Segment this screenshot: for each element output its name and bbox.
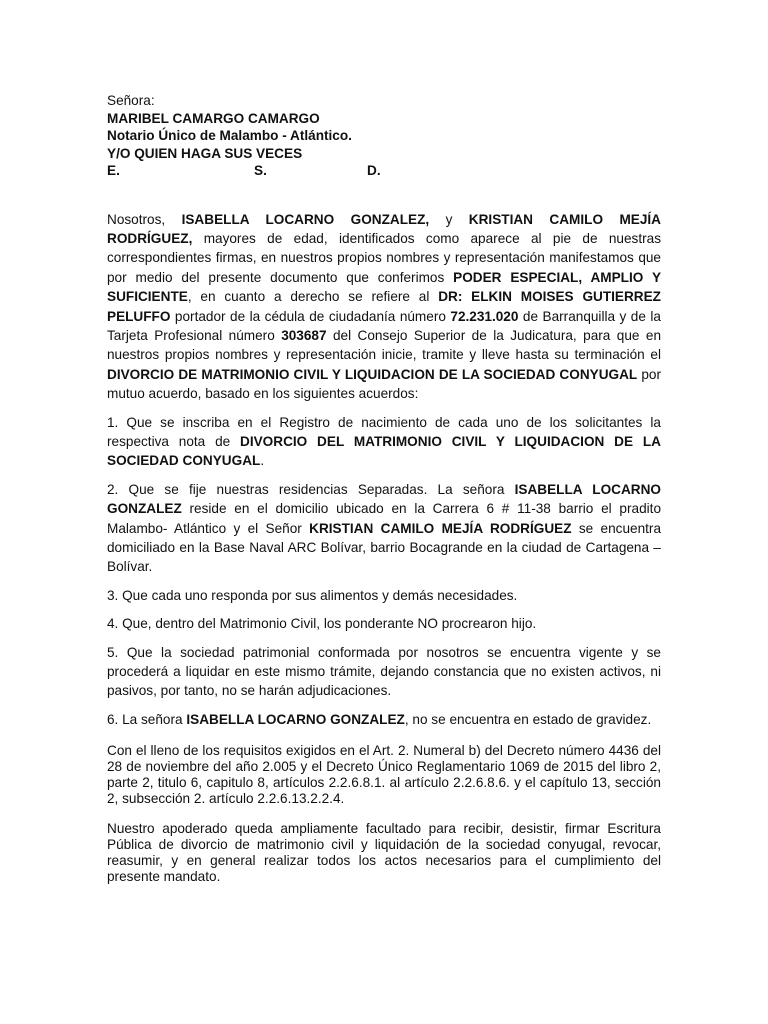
agreement-6-end: , no se encuentra en estado de gravidez. bbox=[404, 711, 652, 727]
attorney-id-number: 72.231.020 bbox=[450, 308, 519, 324]
legal-basis-paragraph: Con el lleno de los requisitos exigidos en el Art. 2. Numeral b) del Decreto número 4436 del 28 de noviembre del año 2.005 y el Decreto Único Reglamentario 1069 de 2015 del libro 2, parte 2, titulo 6, capitulo 8, artículos 2.2.6.8.1. al artículo 2.2.6.8.6. y el capítulo 13, sección 2, subsección 2. artículo 2.2.6.13.2.2.4. bbox=[107, 743, 661, 807]
agreement-1-bold: DIVORCIO DEL MATRIMONIO CIVIL Y LIQUIDACION DE LA SOCIEDAD CONYUGAL bbox=[107, 433, 661, 469]
agreement-1-text: 1. Que se inscriba en el Registro de nacimiento de cada uno de los solicitantes la respectiva nota de bbox=[107, 414, 661, 449]
recipient-block bbox=[107, 92, 661, 180]
agreement-1-end: . bbox=[260, 453, 265, 469]
closing-paragraph: Nuestro apoderado queda ampliamente facultado para recibir, desistir, firmar Escritura Pública de divorcio de matrimonio civil y liquidación de la sociedad conyugal, revocar, reasumir, y en general realizar todos los actos necesarios para el cumplimiento del presente mandato. bbox=[107, 821, 661, 885]
intro-text-4: , en cuanto a derecho se refiere al bbox=[187, 289, 439, 305]
agreement-2-party-1: ISABELLA LOCARNO GONZALEZ bbox=[107, 481, 661, 517]
professional-card-number: 303687 bbox=[281, 327, 327, 343]
agreement-4: 4. Que, dentro del Matrimonio Civil, los ponderante NO procrearon hijo. bbox=[107, 616, 537, 632]
agreement-6-party: ISABELLA LOCARNO GONZALEZ bbox=[186, 711, 405, 727]
recipient-alternate: Y/O QUIEN HAGA SUS VECES bbox=[107, 145, 303, 161]
agreement-6 bbox=[107, 710, 661, 729]
intro-paragraph bbox=[107, 210, 661, 404]
power-type: PODER ESPECIAL, AMPLIO Y SUFICIENTE bbox=[107, 269, 662, 305]
agreement-2-text-2: reside en el domicilio ubicado en la Carrera 6 # 11-38 barrio el pradito Malambo- Atlántico y el Señor bbox=[107, 501, 661, 536]
intro-text-6: de Barranquilla y de la Tarjeta Profesional número bbox=[107, 308, 661, 343]
agreement-5: 5. Que la sociedad patrimonial conformada por nosotros se encuentra vigente y se procederá a liquidar en este mismo trámite, dejando constancia que no existen activos, ni pasivos, por tanto, no se harán adjudicaciones. bbox=[107, 644, 661, 699]
agreement-2 bbox=[107, 480, 661, 577]
agreement-6-text: 6. La señora bbox=[107, 711, 187, 727]
salutation: Señora: bbox=[107, 93, 155, 108]
intro-text-2: y bbox=[429, 211, 469, 227]
agreement-2-text-3: se encuentra domiciliado en la Base Naval ARC Bolívar, barrio Bocagrande en la ciudad de Cartagena – Bolívar. bbox=[107, 520, 662, 575]
intro-text-8: por mutuo acuerdo, basado en los siguientes acuerdos: bbox=[107, 366, 661, 402]
party-2-name: KRISTIAN CAMILO MEJÍA RODRÍGUEZ, bbox=[107, 211, 661, 246]
attorney-name: DR: ELKIN MOISES GUTIERREZ PELUFFO bbox=[107, 289, 661, 324]
esd-s: S. bbox=[254, 163, 267, 178]
agreement-1 bbox=[107, 413, 661, 471]
party-1-name: ISABELLA LOCARNO GONZALEZ, bbox=[181, 211, 430, 227]
esd-e: E. bbox=[107, 163, 120, 178]
esd-line bbox=[107, 162, 661, 180]
intro-text-5: portador de la cédula de ciudadanía número bbox=[170, 308, 451, 324]
agreement-3: 3. Que cada uno responda por sus alimentos y demás necesidades. bbox=[107, 587, 518, 603]
intro-text-3: mayores de edad, identificados como aparece al pie de nuestras correspondientes firmas, en nuestros propios nombres y representación manifestamos que por medio del presente documento que conferimos bbox=[107, 230, 661, 285]
proceeding-title: DIVORCIO DE MATRIMONIO CIVIL Y LIQUIDACION DE LA SOCIEDAD CONYUGAL bbox=[107, 366, 638, 382]
esd-d: D. bbox=[367, 163, 381, 178]
agreement-2-party-2: KRISTIAN CAMILO MEJÍA RODRÍGUEZ bbox=[309, 520, 572, 536]
recipient-title: Notario Único de Malambo - Atlántico. bbox=[107, 128, 352, 143]
agreement-2-text-1: 2. Que se fije nuestras residencias Separadas. La señora bbox=[107, 481, 515, 497]
intro-text-1: Nosotros, bbox=[107, 211, 182, 227]
recipient-name: MARIBEL CAMARGO CAMARGO bbox=[107, 110, 320, 126]
intro-text-7: del Consejo Superior de la Judicatura, para que en nuestros propios nombres y representación inicie, tramite y lleve hasta su terminación el bbox=[107, 327, 662, 363]
